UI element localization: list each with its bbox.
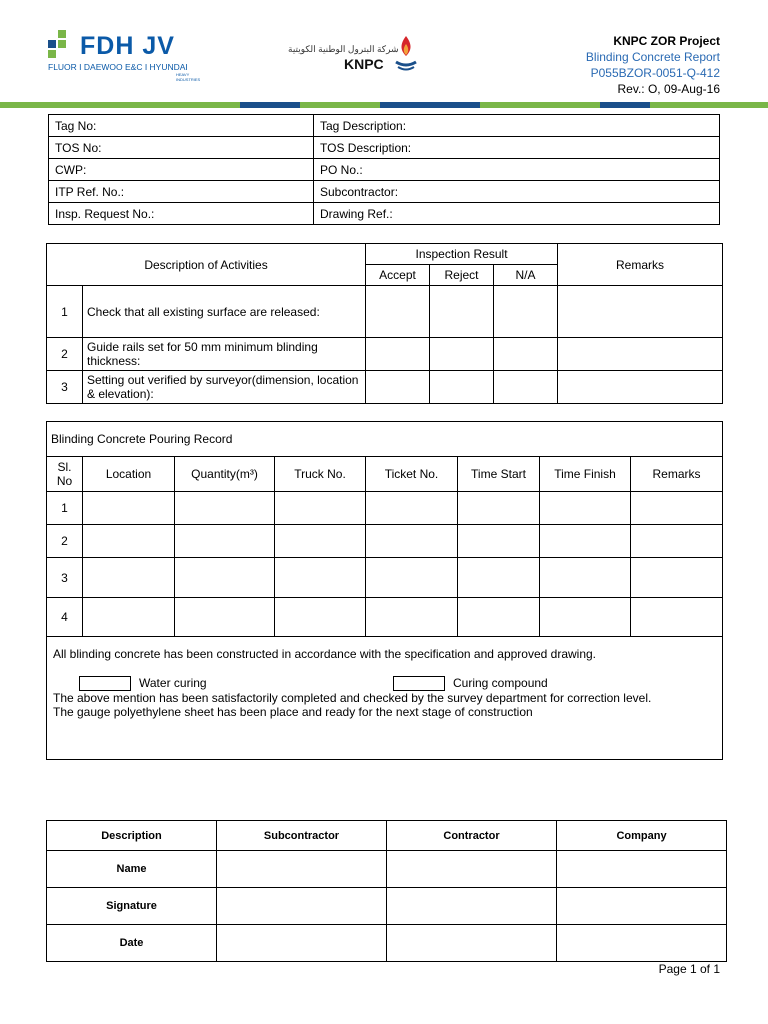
activity-text: Guide rails set for 50 mm minimum blinding thickness: [83,338,366,371]
knpc-logo-text: KNPC [344,56,384,72]
truck-no-cell[interactable] [275,598,366,637]
table-row [49,159,720,181]
notes-section [46,636,723,760]
table-row [49,137,720,159]
subcontractor-signature-cell[interactable] [217,888,387,925]
column-header: Sl. No [47,457,83,492]
remarks-cell[interactable] [558,286,723,338]
curing-compound-checkbox[interactable] [393,676,445,691]
column-header: Truck No. [275,457,366,492]
subcontractor-name-cell[interactable] [217,851,387,888]
header-info [586,33,720,97]
column-header: Description [47,821,217,851]
time-finish-cell[interactable] [540,598,631,637]
time-finish-cell[interactable] [540,492,631,525]
revision: Rev.: O, 09-Aug-16 [617,82,720,96]
quantity-cell[interactable] [175,598,275,637]
row-number: 4 [47,598,83,637]
reject-cell[interactable] [430,338,494,371]
row-label: Signature [47,888,217,925]
accept-header: Accept [366,265,430,286]
ticket-no-cell[interactable] [366,558,458,598]
header-stripe [0,102,240,108]
na-cell[interactable] [494,338,558,371]
column-header: Subcontractor [217,821,387,851]
table-row [47,338,723,371]
row-number: 2 [47,525,83,558]
water-curing-label: Water curing [139,676,207,690]
time-finish-cell[interactable] [540,525,631,558]
header-stripe [480,102,600,108]
curing-compound-label: Curing compound [453,676,548,690]
table-row [47,371,723,404]
description-header: Description of Activities [47,244,366,286]
activities-table [46,243,723,404]
subcontractor-date-cell[interactable] [217,925,387,962]
na-cell[interactable] [494,286,558,338]
table-row [47,888,727,925]
table-row [47,422,723,457]
inspection-result-header: Inspection Result [366,244,558,265]
po-no-field[interactable]: PO No.: [314,159,720,181]
column-header: Time Start [458,457,540,492]
remarks-cell[interactable] [631,492,723,525]
fdh-jv-logo [48,32,208,82]
cwp-field[interactable]: CWP: [49,159,314,181]
info-table [48,114,720,225]
tos-no-field[interactable]: TOS No: [49,137,314,159]
accept-cell[interactable] [366,286,430,338]
table-row [47,851,727,888]
knpc-logo [288,34,428,76]
signoff-table [46,820,727,962]
page-number: Page 1 of 1 [658,962,720,976]
ticket-no-cell[interactable] [366,598,458,637]
report-title: Blinding Concrete Report [585,50,720,64]
company-date-cell[interactable] [557,925,727,962]
location-cell[interactable] [83,558,175,598]
compliance-statement: All blinding concrete has been constructed in accordance with the specification and approved drawing. [53,647,596,661]
column-header: Ticket No. [366,457,458,492]
na-cell[interactable] [494,371,558,404]
remarks-header: Remarks [558,244,723,286]
accept-cell[interactable] [366,338,430,371]
table-row [47,457,723,492]
table-row [49,203,720,225]
remarks-cell[interactable] [631,598,723,637]
header-stripe [240,102,300,108]
fdh-jv-logo-text: FDH JV [80,32,175,60]
knpc-flame-icon [392,34,420,74]
header-stripe [600,102,650,108]
tag-no-field[interactable]: Tag No: [49,115,314,137]
pouring-record-table [46,421,723,637]
logo-square-icon [58,40,66,48]
accept-cell[interactable] [366,371,430,404]
survey-statement: The above mention has been satisfactorily completed and checked by the survey department for correction level. [53,691,652,705]
column-header: Company [557,821,727,851]
location-cell[interactable] [83,492,175,525]
truck-no-cell[interactable] [275,525,366,558]
contractor-name-cell[interactable] [387,851,557,888]
activity-text: Setting out verified by surveyor(dimension, location & elevation): [83,371,366,404]
table-row [47,821,727,851]
row-number: 3 [47,371,83,404]
table-row [49,181,720,203]
location-cell[interactable] [83,598,175,637]
row-number: 1 [47,492,83,525]
table-row [47,558,723,598]
row-number: 1 [47,286,83,338]
knpc-logo-arabic: شركة البترول الوطنية الكويتية [288,44,399,54]
truck-no-cell[interactable] [275,558,366,598]
logo-square-icon [48,50,56,58]
insp-request-field[interactable]: Insp. Request No.: [49,203,314,225]
table-row [49,115,720,137]
document-number: P055BZOR-0051-Q-412 [590,66,720,80]
time-start-cell[interactable] [458,558,540,598]
ticket-no-cell[interactable] [366,492,458,525]
quantity-cell[interactable] [175,525,275,558]
location-cell[interactable] [83,525,175,558]
table-row [47,492,723,525]
logo-square-icon [48,40,56,48]
time-finish-cell[interactable] [540,558,631,598]
remarks-cell[interactable] [631,525,723,558]
company-name-cell[interactable] [557,851,727,888]
header-stripe [380,102,480,108]
water-curing-option[interactable] [79,676,207,691]
quantity-cell[interactable] [175,558,275,598]
table-row [47,286,723,338]
company-signature-cell[interactable] [557,888,727,925]
column-header: Time Finish [540,457,631,492]
tos-description-field[interactable]: TOS Description: [314,137,720,159]
reject-cell[interactable] [430,286,494,338]
pouring-record-title: Blinding Concrete Pouring Record [47,422,723,457]
header-stripe [650,102,768,108]
column-header: Contractor [387,821,557,851]
curing-compound-option[interactable] [393,676,548,691]
table-row [47,525,723,558]
na-header: N/A [494,265,558,286]
column-header: Location [83,457,175,492]
row-number: 3 [47,558,83,598]
fdh-jv-logo-subtext: FLUOR I DAEWOO E&C I HYUNDAI [48,62,188,72]
table-row [47,244,723,265]
fdh-jv-logo-subtext2: HEAVY INDUSTRIES [176,72,201,82]
polyethylene-statement: The gauge polyethylene sheet has been place and ready for the next stage of construction [53,705,533,719]
itp-ref-field[interactable]: ITP Ref. No.: [49,181,314,203]
project-title: KNPC ZOR Project [613,34,720,48]
table-row [47,598,723,637]
activity-text: Check that all existing surface are released: [83,286,366,338]
ticket-no-cell[interactable] [366,525,458,558]
reject-cell[interactable] [430,371,494,404]
contractor-signature-cell[interactable] [387,888,557,925]
row-number: 2 [47,338,83,371]
drawing-ref-field[interactable]: Drawing Ref.: [314,203,720,225]
table-row [47,925,727,962]
water-curing-checkbox[interactable] [79,676,131,691]
header-stripe [300,102,380,108]
time-start-cell[interactable] [458,492,540,525]
remarks-cell[interactable] [558,338,723,371]
row-label: Date [47,925,217,962]
time-start-cell[interactable] [458,525,540,558]
time-start-cell[interactable] [458,598,540,637]
quantity-cell[interactable] [175,492,275,525]
column-header: Quantity(m³) [175,457,275,492]
remarks-cell[interactable] [558,371,723,404]
subcontractor-field[interactable]: Subcontractor: [314,181,720,203]
logo-square-icon [58,30,66,38]
truck-no-cell[interactable] [275,492,366,525]
row-label: Name [47,851,217,888]
contractor-date-cell[interactable] [387,925,557,962]
reject-header: Reject [430,265,494,286]
remarks-cell[interactable] [631,558,723,598]
tag-description-field[interactable]: Tag Description: [314,115,720,137]
column-header: Remarks [631,457,723,492]
